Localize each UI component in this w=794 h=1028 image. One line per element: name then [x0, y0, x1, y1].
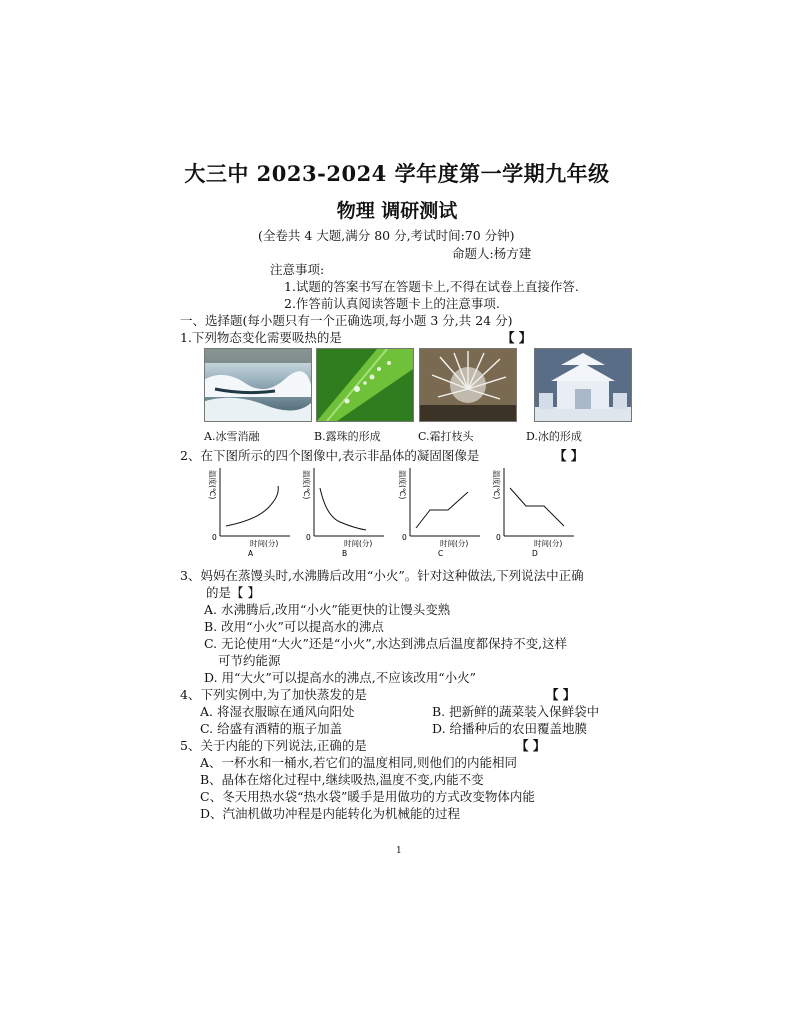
graph-a-ylabel: 温度(℃): [208, 470, 217, 500]
q2-stem: 2、在下图所示的四个图像中,表示非晶体的凝固图像是: [180, 448, 480, 463]
q1-caption-b: B.露珠的形成: [314, 430, 381, 443]
exam-author: 命题人:杨方建: [452, 246, 532, 261]
notice-item-1: 1.试题的答案书写在答题卡上,不得在试卷上直接作答.: [284, 279, 579, 294]
graph-d-ylabel: 温度(℃): [492, 470, 501, 500]
q1-answer-bracket: 【 】: [502, 330, 532, 345]
q3-option-b: B. 改用“小火”可以提高水的沸点: [204, 619, 384, 634]
graph-c-letter: C: [438, 549, 444, 558]
q4-stem: 4、下列实例中,为了加快蒸发的是: [180, 687, 367, 702]
q4-option-d: D. 给播种后的农田覆盖地膜: [432, 721, 588, 736]
q4-answer-bracket: 【 】: [546, 687, 576, 702]
section-heading: 一、选择题(每小题只有一个正确选项,每小题 3 分,共 24 分): [180, 313, 513, 328]
photo-dew-drops: [316, 348, 414, 422]
q3-option-c-line1: C. 无论使用“大火”还是“小火”,水达到沸点后温度都保持不变,这样: [204, 636, 568, 651]
q3-option-c-line2: 可节约能源: [218, 653, 281, 668]
q4-option-b: B. 把新鲜的蔬菜装入保鲜袋中: [432, 704, 600, 719]
graph-a-xlabel: 时间(分): [250, 539, 279, 548]
q3-stem-line1: 3、妈妈在蒸馒头时,水沸腾后改用“小火”。针对这种做法,下列说法中正确: [180, 568, 584, 583]
graph-b-origin: 0: [306, 533, 311, 542]
graph-a-letter: A: [248, 549, 254, 558]
photo-melting-ice: [204, 348, 312, 422]
page-subtitle: 物理 调研测试: [336, 200, 458, 222]
graph-a-origin: 0: [212, 533, 217, 542]
graph-c-ylabel: 温度(℃): [398, 470, 407, 500]
q5-stem: 5、关于内能的下列说法,正确的是: [180, 738, 367, 753]
graph-d-xlabel: 时间(分): [534, 539, 563, 548]
page-number: 1: [396, 846, 402, 856]
graph-b-xlabel: 时间(分): [344, 539, 373, 548]
q5-answer-bracket: 【 】: [516, 738, 546, 753]
graph-d-letter: D: [532, 549, 538, 558]
photo-ice-sculpture: [534, 348, 632, 422]
q3-option-d: D. 用“大火”可以提高水的沸点,不应该改用“小火”: [204, 670, 477, 685]
q1-caption-d: D.冰的形成: [526, 430, 582, 443]
notice-heading: 注意事项:: [270, 262, 325, 277]
q3-stem-line2: 的是【 】: [206, 585, 260, 600]
q1-caption-a: A.冰雪消融: [204, 430, 260, 443]
graph-d: [490, 466, 580, 558]
q3-option-a: A. 水沸腾后,改用“小火”能更快的让馒头变熟: [204, 602, 451, 617]
q5-option-b: B、晶体在熔化过程中,继续吸热,温度不变,内能不变: [200, 772, 484, 787]
q4-option-a: A. 将湿衣服晾在通风向阳处: [200, 704, 355, 719]
graph-d-origin: 0: [496, 533, 501, 542]
notice-item-2: 2.作答前认真阅读答题卡上的注意事项.: [284, 296, 500, 311]
q5-option-a: A、一杯水和一桶水,若它们的温度相同,则他们的内能相同: [200, 755, 517, 770]
page-title: 大三中 2023-2024 学年度第一学期九年级: [184, 161, 610, 186]
q5-option-c: C、冬天用热水袋“热水袋”暖手是用做功的方式改变物体内能: [200, 789, 535, 804]
q4-option-c: C. 给盛有酒精的瓶子加盖: [200, 721, 343, 736]
graph-c: [396, 466, 486, 558]
graph-b-ylabel: 温度(℃): [302, 470, 311, 500]
q5-option-d: D、汽油机做功冲程是内能转化为机械能的过程: [200, 806, 461, 821]
graph-b: [300, 466, 390, 558]
graph-a: [206, 466, 296, 558]
q1-caption-c: C.霜打枝头: [418, 430, 474, 443]
photo-frost-branches: [419, 348, 517, 422]
exam-info: (全卷共 4 大题,满分 80 分,考试时间:70 分钟): [258, 228, 515, 243]
q2-answer-bracket: 【 】: [554, 448, 584, 463]
graph-c-origin: 0: [402, 533, 407, 542]
graph-b-letter: B: [342, 549, 348, 558]
q1-stem: 1.下列物态变化需要吸热的是: [180, 330, 342, 345]
graph-c-xlabel: 时间(分): [440, 539, 469, 548]
